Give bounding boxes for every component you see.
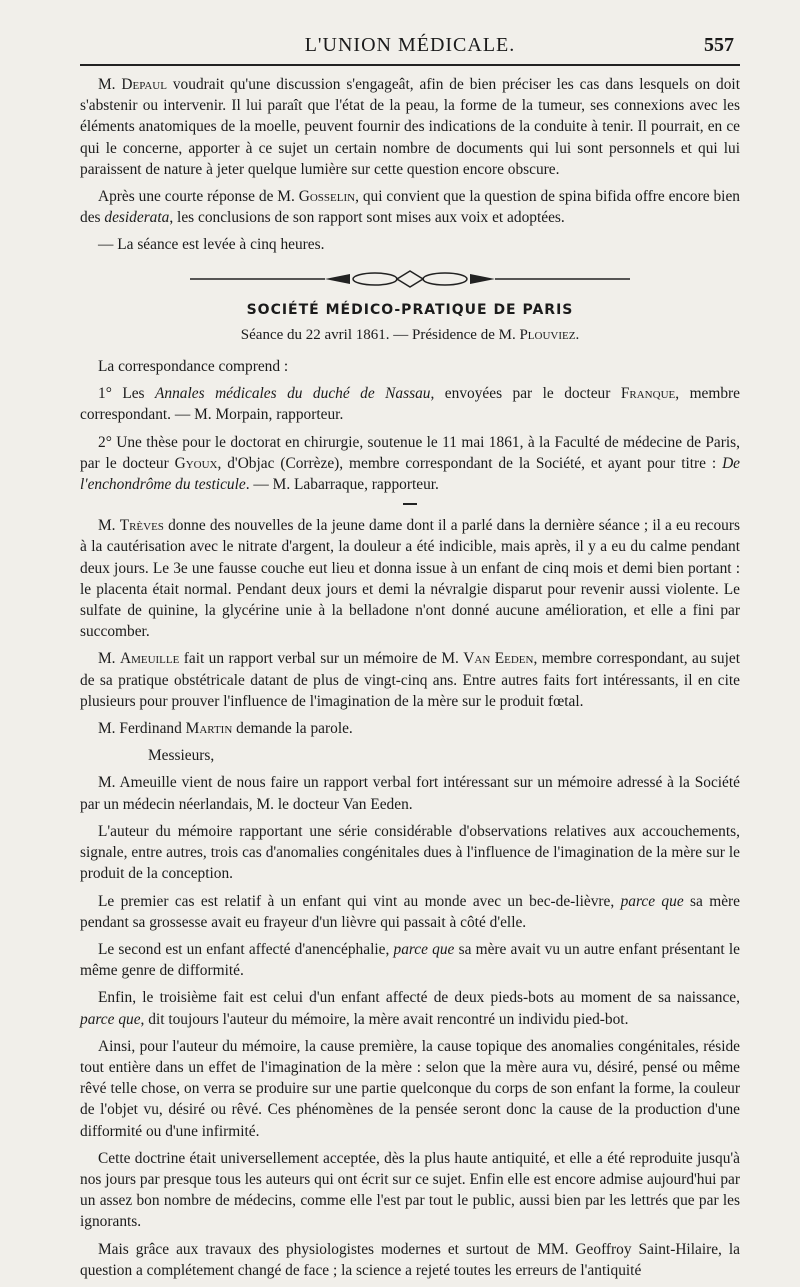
subtitle-text: . [575, 326, 580, 343]
paragraph: Cette doctrine était universellement acceptée, dès la plus haute antiquité, et elle a été reproduite jusqu'à nos jours par presque tous les auteurs qui ont écrit sur ce sujet. Enfin elle est encore admise aujourd'hui par un assez bon nombre de médecins, comme elle l'est par tout le public, aussi bien par les lettrés que par les ignorants. [80, 1149, 740, 1231]
page-number: 557 [704, 34, 734, 56]
person-name: Franque [620, 385, 676, 403]
person-name: Gyoux [174, 454, 218, 472]
section-title: SOCIÉTÉ MÉDICO-PRATIQUE DE PARIS [246, 301, 574, 318]
paragraph [80, 939, 740, 981]
paragraph-text: donne des nouvelles de la jeune dame dont il a parlé dans la dernière séance ; il a eu recours à la cautérisation avec le nitrate d'argent, la douleur a été indicible, mais après, il y a eu du calme pendant deux jours. Le 3e une fausse couche eut lieu et donna issue à un enfant de cinq mois et demi bien portant : le placenta était normal. Pendant deux jours et demi la névralgie disparut pour revenir aussi violente. Le sulfate de quinine, la glycérine unie à la belladone n'ont donné aucune amélioration, et elle a fini par succomber. [80, 517, 740, 641]
paragraph-text: , qui convient que la question de spina bifida offre encore bien des [80, 188, 740, 227]
paragraph [80, 74, 740, 180]
paragraph-text: 2° Une thèse pour le doctorat en chirurgie, soutenue le 11 mai 1861, à la Faculté de médecine de Paris, par le docteur [80, 433, 740, 472]
paragraph-text: Enfin, le troisième fait est celui d'un enfant affecté de deux pieds-bots au moment de sa naissance, [98, 989, 740, 1007]
italic-term: parce que [393, 940, 455, 958]
ornamental-divider [190, 268, 630, 290]
paragraph-text: voudrait qu'une discussion s'engageât, afin de bien préciser les cas dans lesquels on doit s'abstenir ou intervenir. Il lui paraît que l'état de la peau, la forme de la tumeur, ses connexions avec les éléments anatomiques de la moelle, peuvent fournir des indications de la conduite à tenir. Il pourrait, en ce qui le concerne, apporter à ce sujet un certain nombre de documents qui lui sont personnels et qui lui paraissent de nature à jeter quelque lumière sur cette question encore obscure. [80, 76, 740, 178]
italic-term: parce que [620, 892, 684, 910]
italic-term: Annales médicales du duché de Nassau [155, 385, 431, 403]
paragraph-text: M. [98, 650, 120, 668]
italic-term: parce que [80, 1010, 141, 1028]
page-body [80, 74, 740, 1287]
paragraph-text: Le premier cas est relatif à un enfant qui vint au monde avec un bec-de-lièvre, [98, 892, 621, 910]
paragraph-text: sa mère avait vu un autre enfant présentant le même genre de difformité. [80, 940, 740, 980]
paragraph-text: Le second est un enfant affecté d'anencéphalie, [98, 940, 394, 958]
paragraph: M. Ameuille vient de nous faire un rapport verbal fort intéressant sur un mémoire adressé à la Société par un médecin néerlandais, M. le docteur Van Eeden. [80, 774, 740, 813]
paragraph: — La séance est levée à cinq heures. [98, 236, 325, 254]
person-name: Martin [185, 720, 233, 738]
paragraph-text: , membre correspondant. — M. Morpain, rapporteur. [80, 385, 740, 424]
person-name: Gosselin [298, 188, 356, 206]
paragraph [80, 718, 740, 739]
person-name: Plouviez [519, 326, 576, 343]
paragraph: L'auteur du mémoire rapportant une série considérable d'observations relatives aux accouchements, signale, entre autres, trois cas d'anomalies congénitales dues à l'influence de l'imagination de la mère sur le produit de la conception. [80, 822, 740, 883]
paragraph: Ainsi, pour l'auteur du mémoire, la cause première, la cause topique des anomalies congénitales, réside tout entière dans un effet de l'imagination de la mère : selon que la mère aura vu, désiré, pensé ou même rêvé telle chose, on verra se produire sur une partie quelconque du corps de son enfant la forme, la couleur de l'objet vu, désiré ou rêvé. Ces phénomènes de la pensée seront donc la cause de la production d'une difformité ou d'une infirmité. [80, 1037, 740, 1140]
paragraph-text: , dit toujours l'auteur du mémoire, la mère avait rencontré un individu pied-bot. [140, 1010, 629, 1028]
paragraph [80, 648, 740, 712]
paragraph-text: M. Ferdinand [98, 720, 186, 738]
paragraph: Mais grâce aux travaux des physiologistes modernes et surtout de MM. Geoffroy Saint-Hilaire, la question a complétement changé de face ; la science a rejeté toutes les erreurs de l'antiquité [80, 1240, 740, 1279]
paragraph-text: M. [98, 517, 120, 535]
person-name: Trèves [119, 517, 164, 535]
person-name: M. Depaul [98, 76, 167, 93]
paragraph-text: , d'Objac (Corrèze), membre correspondant de la Société, et ayant pour titre : [217, 454, 723, 472]
paragraph: La correspondance comprend : [98, 358, 289, 376]
paragraph-text: demande la parole. [232, 720, 353, 738]
paragraph [80, 987, 740, 1029]
salutation: Messieurs, [148, 747, 215, 765]
paragraph-text: Après une courte réponse de M. [98, 188, 299, 206]
list-item [80, 383, 740, 425]
paragraph-text: , envoyées par le docteur [430, 385, 621, 403]
paragraph-text: 1° Les [98, 385, 156, 403]
page-header [80, 30, 740, 60]
paragraph-text: fait un rapport verbal sur un mémoire de M. [179, 650, 464, 668]
paragraph [80, 515, 740, 642]
italic-term: desiderata [104, 209, 170, 227]
paragraph [80, 891, 740, 933]
italic-term: De l'enchondrôme du testicule [80, 454, 741, 494]
paragraph-text: , membre correspondant, au sujet de sa pratique obstétricale datant de plus de vingt-cinq ans. Entre autres faits fort intéressants, il en cite plusieurs pour prouver l'influence de l'imagination de la mère sur le produit fœtal. [80, 650, 741, 710]
running-title: L'UNION MÉDICALE. [304, 34, 516, 56]
person-name: Ameuille [119, 650, 180, 668]
paragraph [80, 186, 740, 228]
subtitle-text: Séance du 22 avril 1861. — Présidence de M. [240, 326, 520, 343]
separator-dash [403, 503, 417, 505]
paragraph-text: . — M. Labarraque, rapporteur. [245, 476, 439, 494]
section-subtitle [80, 325, 740, 346]
list-item [80, 432, 740, 496]
paragraph-text: sa mère pendant sa grossesse avait eu frayeur d'un lièvre qui passait à côté d'elle. [80, 892, 740, 931]
person-name: Van Eeden [463, 650, 534, 668]
header-rule [80, 64, 740, 66]
paragraph-text: , les conclusions de son rapport sont mises aux voix et adoptées. [169, 209, 565, 227]
